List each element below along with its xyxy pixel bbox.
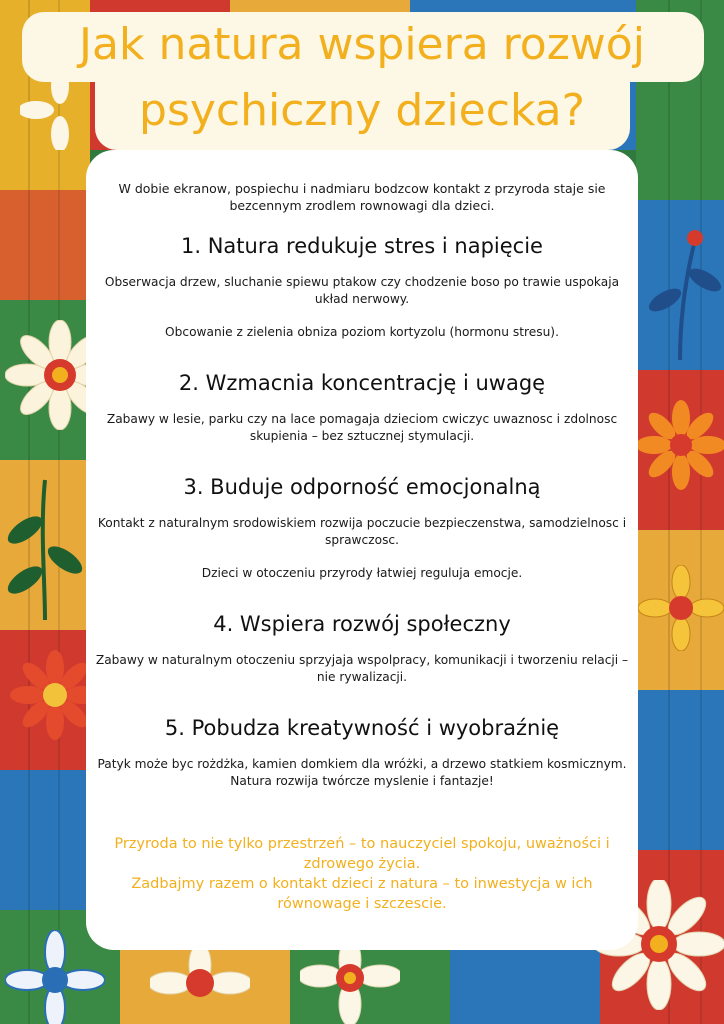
bottom-daisy-icon [300,940,400,1024]
closing-line-2: Zadbajmy razem o kontakt dzieci z natura – to inwestycja w ich równowage i szczescie. [131,876,593,912]
section-5-paragraph-1: Patyk może byc rożdżka, kamien domkiem dla wróżki, a drzewo statkiem kosmicznym. Natura rozwija twórcze myslenie i fantazje! [97,757,627,788]
intro-text: W dobie ekranow, pospiechu i nadmiaru bodzcow kontakt z przyroda staje sie bezcennym zrodlem rownowagi dla dzieci. [118,181,606,213]
orange-flower-icon [638,400,724,490]
content-body [86,180,638,914]
section-1-paragraph-2: Obcowanie z zielenia obniza poziom kortyzolu (hormonu stresu). [165,325,559,339]
section-4-paragraph-1: Zabawy w naturalnym otoczeniu sprzyjaja wspolpracy, komunikacji i tworzeniu relacji – nie rywalizacji. [95,653,629,684]
yellow-flower-icon [638,565,724,651]
blue-flower-icon [5,930,105,1024]
section-5-heading: 5. Pobudza kreatywność i wyobraźnię [164,716,560,740]
section-3-paragraph-1: Kontakt z naturalnym srodowiskiem rozwija poczucie bezpieczenstwa, samodzielnosc i sprawczosc. [97,516,627,547]
leaf-branch-icon [640,220,724,360]
page-title-line-1: Jak natura wspiera rozwój [79,19,645,70]
closing-line-1: Przyroda to nie tylko przestrzeń – to nauczyciel spokoju, uważności i zdrowego życia. [114,836,610,872]
section-3-paragraph-2: Dzieci w otoczeniu przyrody łatwiej reguluja emocje. [201,566,523,580]
section-1-paragraph-1: Obserwacja drzew, sluchanie spiewu ptakow czy chodzenie boso po trawie uspokaja układ nerwowy. [104,275,620,306]
section-3-heading: 3. Buduje odporność emocjonalną [183,475,541,499]
green-leaf-icon [0,470,90,620]
section-1-heading: 1. Natura redukuje stres i napięcie [181,234,543,258]
section-2-paragraph-1: Zabawy w lesie, parku czy na lace pomagaja dzieciom cwiczyc uwaznosc i zdolnosc skupienia – bez sztucznej stymulacji. [106,412,618,443]
section-2-heading: 2. Wzmacnia koncentrację i uwagę [178,371,546,395]
page-title-line-2: psychiczny dziecka? [139,85,585,136]
section-4-heading: 4. Wspiera rozwój społeczny [213,612,511,636]
bottom-orange-flower-icon [150,945,250,1024]
